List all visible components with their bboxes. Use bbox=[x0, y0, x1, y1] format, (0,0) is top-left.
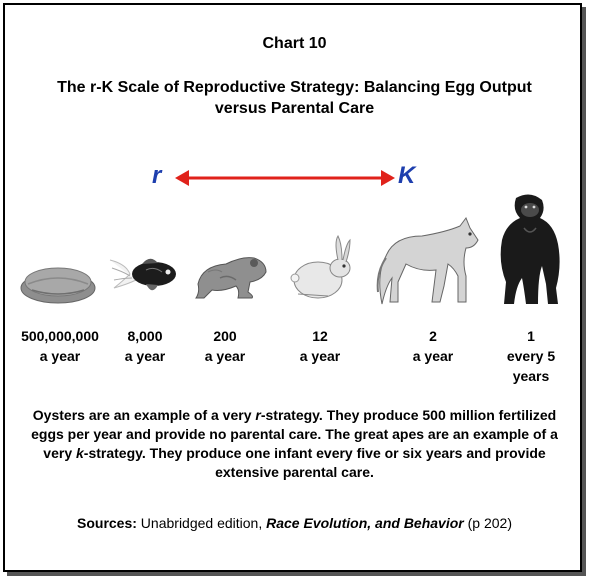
rate-unit: a year bbox=[412, 348, 454, 364]
chart-title: The r-K Scale of Reproductive Strategy: Balancing Egg Output versus Parental Care bbox=[57, 79, 532, 117]
r-label: r bbox=[152, 162, 162, 189]
cougar-rate bbox=[398, 326, 468, 366]
rate-value: 500,000,000 bbox=[21, 328, 99, 344]
k-term: k bbox=[76, 445, 84, 461]
rate-value: 200 bbox=[213, 328, 237, 344]
description-text: -strategy. They produce one infant every five or six years and provide extensive parental care. bbox=[83, 445, 546, 480]
rate-unit: every 5 bbox=[506, 348, 556, 364]
gorilla-rate bbox=[494, 326, 568, 386]
description-text: Oysters are an example of a very bbox=[32, 407, 256, 423]
description-text: -strategy. They produce 500 million fertilized eggs per year and provide no parental care. The great apes are an example of a very bbox=[31, 407, 558, 461]
description bbox=[30, 406, 559, 482]
rate-unit-line2: years bbox=[512, 368, 550, 384]
sources-label: Sources: bbox=[77, 515, 137, 531]
sources-text: Unabridged edition, bbox=[136, 515, 267, 531]
rate-unit: a year bbox=[124, 348, 166, 364]
rate-unit: a year bbox=[299, 348, 341, 364]
chart-number: Chart 10 bbox=[262, 35, 327, 52]
rate-value: 2 bbox=[429, 328, 437, 344]
rate-value: 12 bbox=[312, 328, 328, 344]
goldfish-rate bbox=[110, 326, 180, 366]
frog-icon bbox=[192, 244, 272, 302]
oyster-icon bbox=[18, 258, 98, 308]
cougar-icon bbox=[374, 214, 486, 308]
rate-value: 8,000 bbox=[127, 328, 163, 344]
rabbit-icon bbox=[288, 232, 358, 304]
rate-unit: a year bbox=[204, 348, 246, 364]
goldfish-icon bbox=[106, 250, 186, 302]
rk-scale bbox=[140, 160, 440, 200]
r-term: r bbox=[255, 407, 261, 423]
oyster-rate bbox=[10, 326, 110, 366]
page-ref: (p 202) bbox=[463, 515, 512, 531]
k-label: K bbox=[398, 162, 416, 189]
rate-value: 1 bbox=[527, 328, 535, 344]
sources-line bbox=[0, 515, 589, 531]
rate-unit: a year bbox=[39, 348, 81, 364]
double-arrow-icon bbox=[175, 166, 395, 190]
book-title: Race Evolution, and Behavior bbox=[266, 515, 464, 531]
frog-rate bbox=[190, 326, 260, 366]
rabbit-rate bbox=[285, 326, 355, 366]
gorilla-icon bbox=[494, 192, 564, 308]
